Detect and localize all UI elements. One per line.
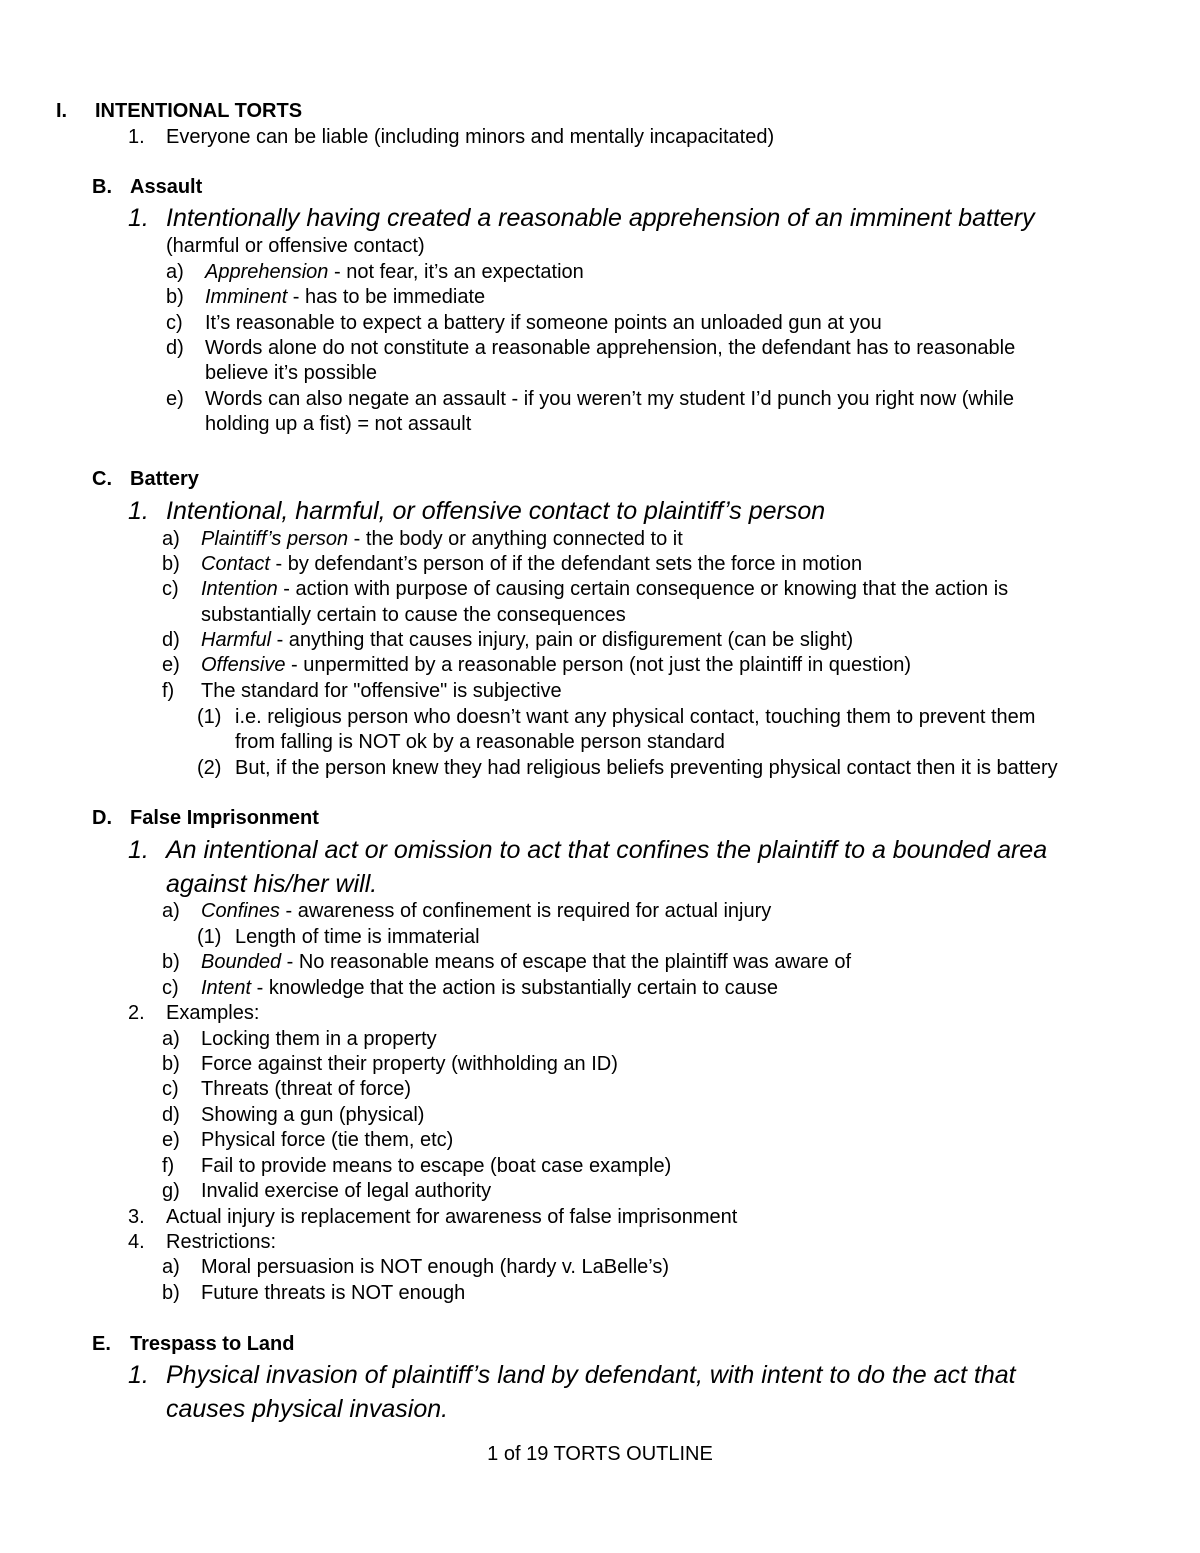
section-marker: C. (92, 468, 112, 490)
list-item-text-continued: believe it’s possible (205, 362, 377, 384)
list-item (201, 950, 851, 975)
list-item-text: - the body or anything connected to it (348, 528, 683, 550)
list-item (201, 552, 862, 577)
list-marker: g) (162, 1180, 180, 1202)
list-item (201, 976, 778, 1001)
list-marker: 3. (128, 1206, 145, 1228)
list-item-text: Physical force (tie them, etc) (201, 1129, 454, 1151)
list-item-text: Examples: (166, 1002, 260, 1024)
list-marker: a) (162, 528, 180, 550)
list-item-text: Threats (threat of force) (201, 1078, 412, 1100)
defined-term: Offensive (201, 654, 286, 676)
list-item (201, 577, 1008, 602)
sub-list-item-text: But, if the person knew they had religious beliefs preventing physical contact then it is battery (235, 757, 1058, 779)
section-heading-trespass-to-land: Trespass to Land (130, 1333, 295, 1355)
sub-list-item-text: i.e. religious person who doesn’t want any physical contact, touching them to prevent them (235, 706, 1036, 728)
defined-term: Apprehension (205, 261, 329, 283)
list-item-text: Fail to provide means to escape (boat case example) (201, 1155, 672, 1177)
battery-definition: Intentional, harmful, or offensive contact to plaintiff’s person (166, 497, 826, 525)
list-marker: f) (162, 1155, 175, 1177)
list-item-text: Locking them in a property (201, 1028, 437, 1050)
list-marker: c) (162, 578, 179, 600)
list-item-text: Actual injury is replacement for awareness of false imprisonment (166, 1206, 738, 1228)
section-heading-intentional-torts: INTENTIONAL TORTS (95, 100, 303, 122)
sub-list-marker: (2) (197, 757, 222, 779)
list-item-text-continued: holding up a fist) = not assault (205, 413, 472, 435)
list-item-text-continued: substantially certain to cause the consequences (201, 604, 626, 626)
list-marker: c) (162, 977, 179, 999)
list-marker: b) (162, 1282, 180, 1304)
list-marker: f) (162, 680, 175, 702)
list-item-text: - awareness of confinement is required for actual injury (279, 900, 772, 922)
list-marker: e) (162, 654, 180, 676)
section-marker: D. (92, 807, 112, 829)
assault-definition: Intentionally having created a reasonable apprehension of an imminent battery (166, 204, 1035, 232)
list-marker: c) (162, 1078, 179, 1100)
list-item-text: Force against their property (withholding an ID) (201, 1053, 618, 1075)
list-marker: c) (166, 312, 183, 334)
list-marker: e) (166, 388, 184, 410)
list-marker: d) (162, 1104, 180, 1126)
false-imprisonment-definition: An intentional act or omission to act that confines the plaintiff to a bounded area (166, 836, 1048, 864)
list-item-text: The standard for "offensive" is subjective (201, 680, 562, 702)
list-marker: e) (162, 1129, 180, 1151)
list-item (201, 899, 771, 924)
list-item (201, 527, 683, 552)
list-item-text: - unpermitted by a reasonable person (not just the plaintiff in question) (285, 654, 912, 676)
list-marker: a) (166, 261, 184, 283)
defined-term: Intention (201, 578, 278, 600)
section-marker: I. (56, 100, 68, 122)
defined-term: Harmful (201, 629, 272, 651)
list-item-text: - has to be immediate (287, 286, 486, 308)
list-item-text: - knowledge that the action is substantially certain to cause (251, 977, 779, 999)
list-item-text: - action with purpose of causing certain consequence or knowing that the action is (277, 578, 1009, 600)
defined-term: Intent (201, 977, 252, 999)
assault-definition-continued: (harmful or offensive contact) (166, 235, 425, 257)
sub-list-item-text-continued: from falling is NOT ok by a reasonable person standard (235, 731, 725, 753)
list-item-text: - No reasonable means of escape that the plaintiff was aware of (281, 951, 852, 973)
list-marker: 2. (128, 1002, 145, 1024)
list-item (205, 285, 485, 310)
sub-list-item-text: Length of time is immaterial (235, 926, 480, 948)
false-imprisonment-definition-continued: against his/her will. (166, 870, 378, 898)
list-marker: 4. (128, 1231, 145, 1253)
list-item-text: Showing a gun (physical) (201, 1104, 425, 1126)
list-marker: b) (162, 553, 180, 575)
list-item-text: - by defendant’s person of if the defendant sets the force in motion (269, 553, 863, 575)
list-item-text: Words can also negate an assault - if you weren’t my student I’d punch you right now (while (205, 388, 1014, 410)
sub-list-marker: (1) (197, 926, 222, 948)
section-heading-false-imprisonment: False Imprisonment (130, 807, 319, 829)
list-item-text: Moral persuasion is NOT enough (hardy v. LaBelle’s) (201, 1256, 670, 1278)
page-footer: 1 of 19 TORTS OUTLINE (487, 1443, 713, 1465)
section-marker: B. (92, 176, 112, 198)
trespass-definition: Physical invasion of plaintiff’s land by defendant, with intent to do the act that (166, 1361, 1016, 1389)
list-item-text: Words alone do not constitute a reasonable apprehension, the defendant has to reasonable (205, 337, 1016, 359)
definition-marker: 1. (128, 836, 149, 864)
list-marker: b) (162, 951, 180, 973)
list-marker: b) (162, 1053, 180, 1075)
list-item-text: - not fear, it’s an expectation (328, 261, 584, 283)
list-item (201, 653, 911, 678)
definition-marker: 1. (128, 204, 149, 232)
list-item-text: It’s reasonable to expect a battery if someone points an unloaded gun at you (205, 312, 882, 334)
sub-list-marker: (1) (197, 706, 222, 728)
defined-term: Bounded (201, 951, 282, 973)
list-item-text: Invalid exercise of legal authority (201, 1180, 492, 1202)
section-marker: E. (92, 1333, 111, 1355)
list-item-text: Restrictions: (166, 1231, 277, 1253)
list-marker: a) (162, 900, 180, 922)
list-item (201, 628, 853, 653)
definition-marker: 1. (128, 497, 149, 525)
defined-term: Contact (201, 553, 270, 575)
list-item-text: Future threats is NOT enough (201, 1282, 466, 1304)
defined-term: Confines (201, 900, 280, 922)
list-marker: d) (166, 337, 184, 359)
list-marker: d) (162, 629, 180, 651)
list-marker: a) (162, 1256, 180, 1278)
list-item-text: Everyone can be liable (including minors and mentally incapacitated) (166, 126, 775, 148)
defined-term: Imminent (205, 286, 288, 308)
definition-marker: 1. (128, 1361, 149, 1389)
defined-term: Plaintiff’s person (201, 528, 349, 550)
section-heading-assault: Assault (130, 176, 203, 198)
trespass-definition-continued: causes physical invasion. (166, 1395, 449, 1423)
list-marker: a) (162, 1028, 180, 1050)
section-heading-battery: Battery (130, 468, 199, 490)
list-item-text: - anything that causes injury, pain or disfigurement (can be slight) (271, 629, 854, 651)
list-marker: b) (166, 286, 184, 308)
list-item (205, 260, 584, 285)
list-marker: 1. (128, 126, 145, 148)
